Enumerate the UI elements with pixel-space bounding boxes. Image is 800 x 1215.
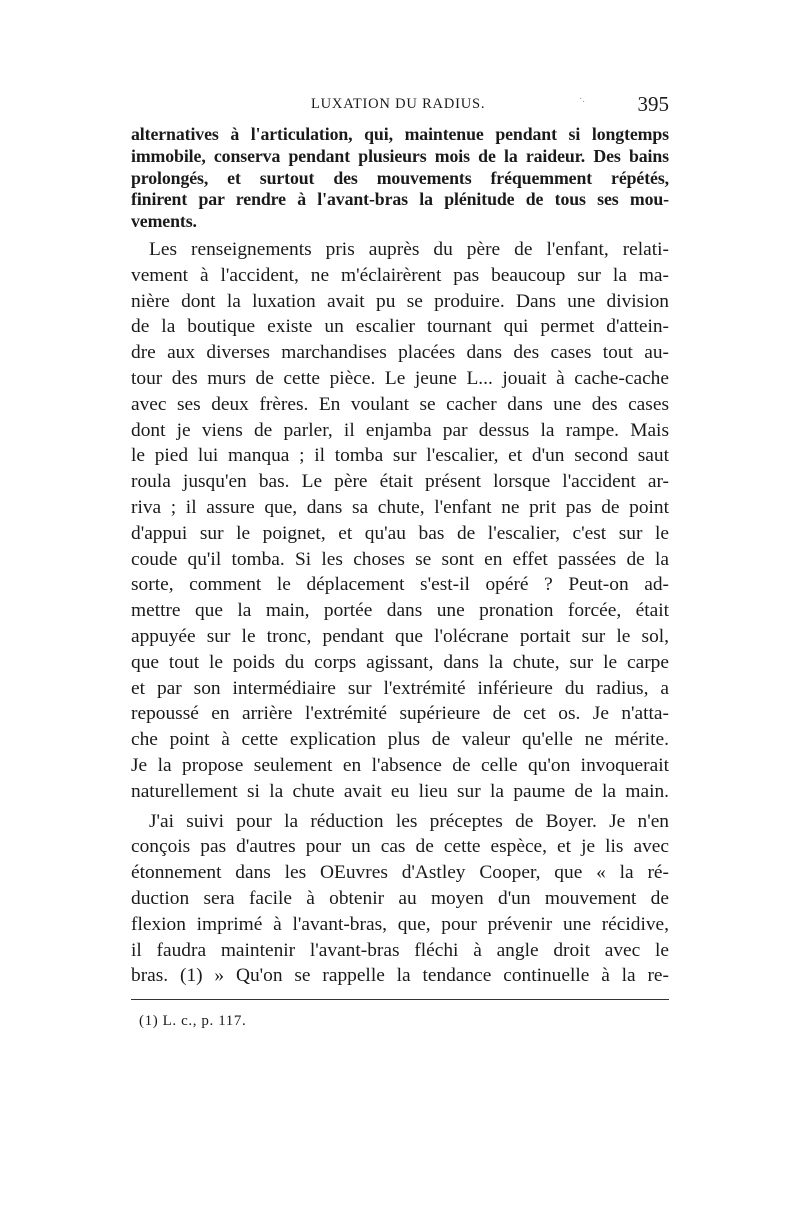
text-line: repoussé en arrière l'extrémité supérieure de cet os. Je n'atta- — [131, 703, 669, 725]
text-line: avec ses deux frères. En voulant se cacher dans une des cases — [131, 393, 669, 415]
text-line: sorte, comment le déplacement s'est-il opéré ? Peut-on ad- — [131, 574, 669, 596]
text-line: vement à l'accident, ne m'éclairèrent pas beaucoup sur la ma- — [131, 264, 669, 286]
text-line: mettre que la main, portée dans une pronation forcée, était — [131, 600, 669, 622]
text-line: naturellement si la chute avait eu lieu sur la paume de la main. — [131, 780, 669, 802]
footnote: (1) L. c., p. 117. — [139, 1013, 247, 1030]
page-number: 395 — [637, 92, 669, 116]
running-title: LUXATION DU RADIUS. — [311, 96, 486, 112]
running-header — [131, 92, 669, 124]
text-line: duction sera facile à obtenir au moyen d'un mouvement de — [131, 887, 669, 909]
text-line: que tout le poids du corps agissant, dans la chute, sur le carpe — [131, 651, 669, 673]
text-line: conçois pas d'autres pour un cas de cette espèce, et je lis avec — [131, 836, 669, 858]
text-line: bras. (1) » Qu'on se rappelle la tendance continuelle à la re- — [131, 965, 669, 987]
paragraph-accident — [131, 237, 669, 805]
text-line: alternatives à l'articulation, qui, maintenue pendant si longtemps — [131, 124, 669, 144]
text-line: coude qu'il tomba. Si les choses se sont en effet passées de la — [131, 548, 669, 570]
paragraph-reduction — [131, 809, 669, 990]
text-line: Les renseignements pris auprès du père de l'enfant, relati- — [149, 238, 669, 260]
text-line: riva ; il assure que, dans sa chute, l'enfant ne prit pas de point — [131, 496, 669, 518]
text-line: vements. — [131, 211, 197, 232]
text-line: dre aux diverses marchandises placées dans des cases tout au- — [131, 342, 669, 364]
print-speck: ·. — [579, 94, 585, 105]
book-page — [131, 92, 669, 1030]
text-line: J'ai suivi pour la réduction les préceptes de Boyer. Je n'en — [149, 810, 669, 832]
text-line: immobile, conserva pendant plusieurs mois de la raideur. Des bains — [131, 145, 669, 166]
text-line: nière dont la luxation avait pu se produire. Dans une division — [131, 290, 669, 312]
footnote-rule — [131, 999, 669, 1000]
text-line: tour des murs de cette pièce. Le jeune L... jouait à cache-cache — [131, 367, 669, 389]
text-line: Je la propose seulement en l'absence de celle qu'on invoquerait — [131, 754, 669, 776]
text-line: il faudra maintenir l'avant-bras fléchi à angle droit avec le — [131, 939, 669, 961]
text-line: dont je viens de parler, il enjamba par dessus la rampe. Mais — [131, 419, 669, 441]
text-line: roula jusqu'en bas. Le père était présent lorsque l'accident ar- — [131, 471, 669, 493]
text-line: étonnement dans les OEuvres d'Astley Cooper, que « la ré- — [131, 862, 669, 884]
text-line: appuyée sur le tronc, pendant que l'olécrane portait sur le sol, — [131, 625, 669, 647]
text-line: che point à cette explication plus de valeur qu'elle ne mérite. — [131, 729, 669, 751]
text-line: finirent par rendre à l'avant-bras la plénitude de tous ses mou- — [131, 189, 669, 210]
text-line: d'appui sur le poignet, et qu'au bas de l'escalier, c'est sur le — [131, 522, 669, 544]
text-line: flexion imprimé à l'avant-bras, que, pour prévenir une récidive, — [131, 913, 669, 935]
paragraph-continuation — [131, 124, 669, 233]
text-line: le pied lui manqua ; il tomba sur l'escalier, et d'un second saut — [131, 445, 669, 467]
text-line: prolongés, et surtout des mouvements fréquemment répétés, — [131, 167, 669, 188]
text-line: de la boutique existe un escalier tournant qui permet d'attein- — [131, 316, 669, 338]
text-line: et par son intermédiaire sur l'extrémité inférieure du radius, a — [131, 677, 669, 699]
